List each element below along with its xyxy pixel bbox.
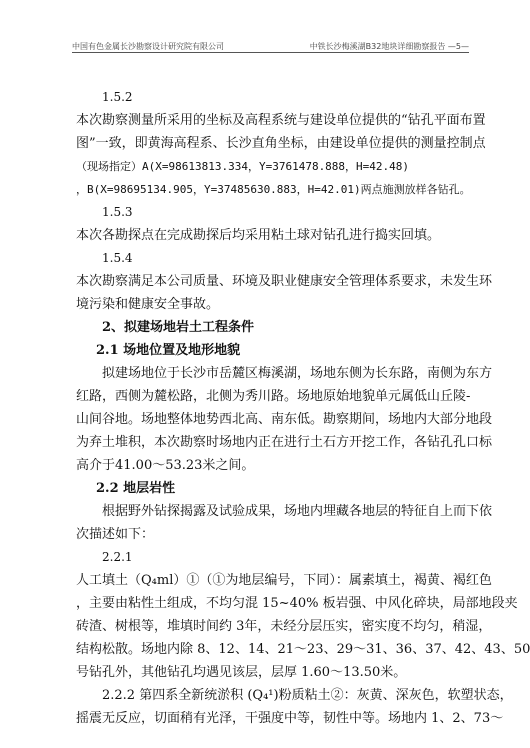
section-heading: 2.1 场地位置及地形地貌 bbox=[96, 343, 241, 358]
section-number: 1.5.3 bbox=[102, 205, 133, 219]
paragraph-line: 红路，西侧为麓松路，北侧为秀川路。场地原始地貌单元属低山丘陵- bbox=[76, 389, 471, 404]
paragraph-line: 本次各勘探点在完成勘探后均采用粘土球对钻孔进行捣实回填。 bbox=[76, 228, 441, 243]
paragraph-line: 图”一致，即黄海高程系、长沙直角坐标，由建设单位提供的测量控制点 bbox=[76, 136, 486, 151]
section-number: 1.5.2 bbox=[102, 90, 133, 104]
paragraph-line: 境污染和健康安全事故。 bbox=[76, 297, 220, 312]
paragraph-line: 摇震无反应，切面稍有光泽，干强度中等，韧性中等。场地内 1、2、73～ bbox=[76, 711, 504, 726]
header-report-title: 中铁长沙梅溪湖B32地块详细勘察报告 —5— bbox=[309, 42, 469, 51]
paragraph-line: 本次勘察满足本公司质量、环境及职业健康安全管理体系要求，未发生环 bbox=[76, 274, 493, 289]
header-company: 中国有色金属长沙勘察设计研究院有限公司 bbox=[72, 42, 224, 51]
paragraph-line: 山间谷地。场地整体地势西北高、南东低。勘察期间，场地内大部分地段 bbox=[76, 412, 493, 427]
page-header bbox=[72, 38, 469, 53]
paragraph-line: 次描述如下： bbox=[76, 527, 155, 542]
paragraph-line: 号钻孔外，其他钻孔均遇见该层，层厚 1.60～13.50米。 bbox=[76, 665, 407, 680]
paragraph-line: 为弃土堆积，本次勘察时场地内正在进行土石方开挖工作，各钻孔孔口标 bbox=[76, 435, 493, 450]
document-body bbox=[76, 86, 530, 730]
section-heading: 2.2 地层岩性 bbox=[96, 481, 176, 496]
chapter-heading: 2、拟建场地岩土工程条件 bbox=[102, 320, 255, 335]
paragraph-line: 砖渣、树根等，堆填时间约 3年，未经分层压实，密实度不均匀，稍湿， bbox=[76, 619, 492, 634]
paragraph-line: ，主要由粘性土组成，不均匀混 15~40% 板岩强、中风化碎块，局部地段夹 bbox=[76, 596, 518, 611]
paragraph-line: 本次勘察测量所采用的坐标及高程系统与建设单位提供的“钻孔平面布置 bbox=[76, 113, 486, 128]
section-number: 2.2.1 bbox=[102, 550, 133, 564]
paragraph-line: 高介于41.00～53.23米之间。 bbox=[76, 458, 255, 473]
paragraph-line: （现场指定）A(X=98613813.334，Y=3761478.888，H=42.48) bbox=[76, 160, 410, 173]
paragraph-line: 2.2.2 第四系全新统淤积 (Q₄¹)粉质粘土②：灰黄、深灰色，软塑状态， bbox=[102, 688, 513, 703]
paragraph-line: 根据野外钻探揭露及试验成果，场地内埋藏各地层的特征自上而下依 bbox=[102, 504, 493, 519]
paragraph-line: 结构松散。场地内除 8、12、14、21～23、29～31、36、37、42、43、50 bbox=[76, 642, 530, 657]
paragraph-line: 拟建场地位于长沙市岳麓区梅溪湖，场地东侧为长东路，南侧为东方 bbox=[102, 366, 493, 381]
section-number: 1.5.4 bbox=[102, 251, 133, 265]
paragraph-line: 人工填土（Q₄ml）①（①为地层编号，下同）：属素填土，褐黄、褐红色 bbox=[76, 573, 492, 588]
paragraph-line: ，B(X=98695134.905，Y=37485630.883，H=42.01)两点施测放样各钻孔。 bbox=[76, 183, 471, 196]
